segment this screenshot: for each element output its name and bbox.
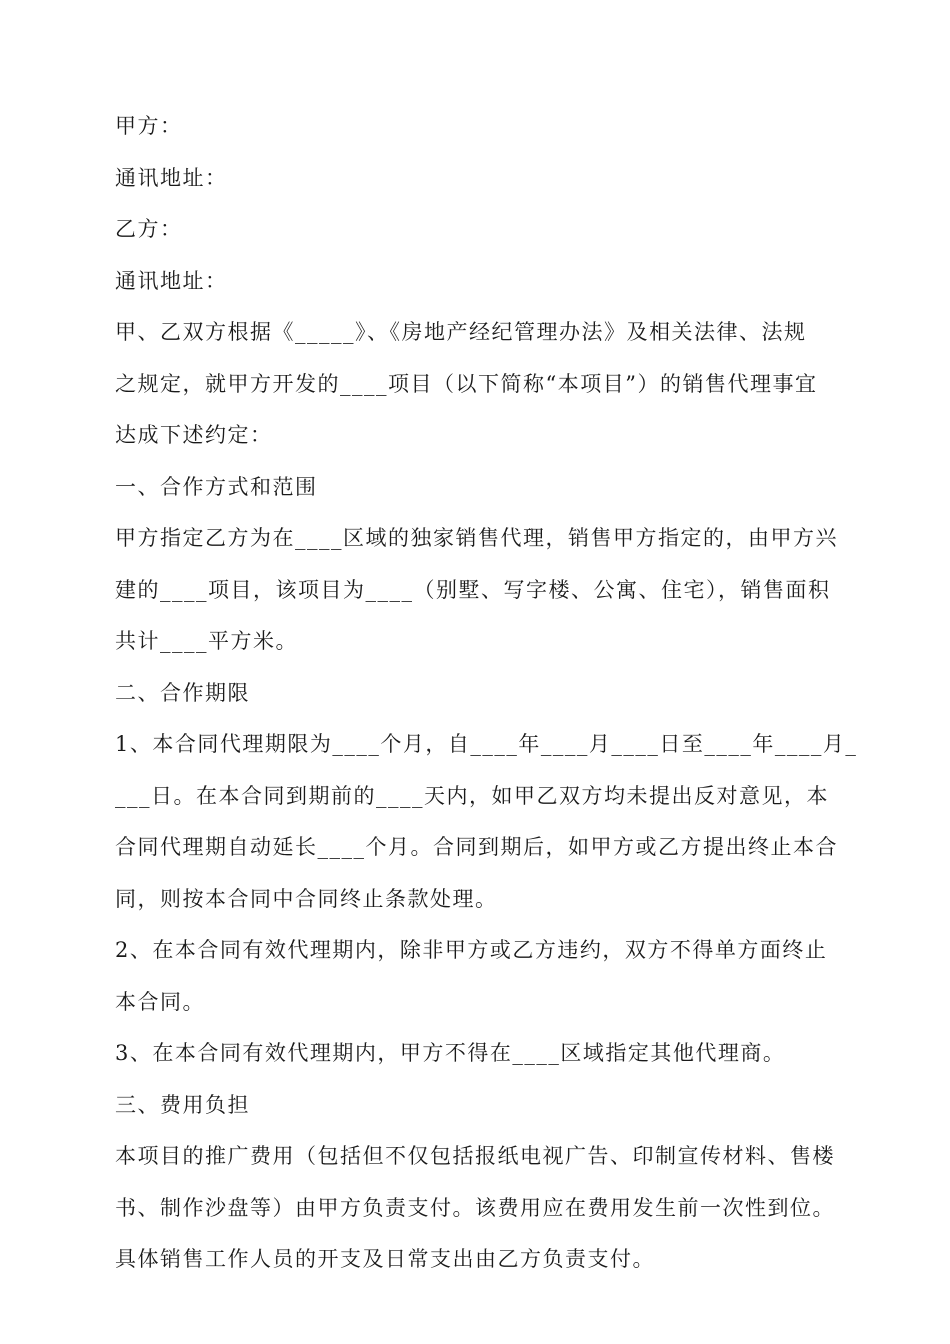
section-2-heading: 二、合作期限	[115, 680, 250, 705]
clause-2-1-line-2: ___日。在本合同到期前的____天内，如甲乙双方均未提出反对意见，本	[115, 783, 829, 808]
clause-2-1-line-1: 1、本合同代理期限为____个月，自____年____月____日至____年____月_	[115, 732, 858, 756]
section-1-line-2: 建的____项目，该项目为____（别墅、写字楼、公寓、住宅），销售面积	[115, 577, 831, 602]
section-3-line-1: 本项目的推广费用（包括但不仅包括报纸电视广告、印制宣传材料、售楼	[115, 1144, 835, 1168]
clause-2-1-line-3: 合同代理期自动延长____个月。合同到期后，如甲方或乙方提出终止本合	[115, 835, 838, 859]
section-3-heading: 三、费用负担	[115, 1092, 250, 1117]
contract-body	[115, 101, 858, 1286]
preamble-line-2: 之规定，就甲方开发的____项目（以下简称“本项目”）的销售代理事宜	[115, 371, 818, 396]
party-a-address-label: 通讯地址：	[115, 165, 228, 190]
preamble-line-1: 甲、乙双方根据《_____》、《房地产经纪管理办法》及相关法律、法规	[115, 320, 807, 344]
preamble-line-3: 达成下述约定：	[115, 423, 273, 447]
party-b-address-label: 通讯地址：	[115, 268, 228, 293]
section-1-line-3: 共计____平方米。	[115, 629, 298, 653]
section-3-line-3: 具体销售工作人员的开支及日常支出由乙方负责支付。	[115, 1247, 655, 1271]
clause-2-3-line-1: 3、在本合同有效代理期内，甲方不得在____区域指定其他代理商。	[115, 1041, 786, 1065]
clause-2-1-line-4: 同，则按本合同中合同终止条款处理。	[115, 886, 498, 911]
section-3-line-2: 书、制作沙盘等）由甲方负责支付。该费用应在费用发生前一次性到位。	[115, 1195, 835, 1220]
clause-2-2-line-2: 本合同。	[115, 989, 205, 1014]
party-b-label: 乙方：	[115, 217, 183, 241]
clause-2-2-line-1: 2、在本合同有效代理期内，除非甲方或乙方违约，双方不得单方面终止	[115, 938, 828, 962]
section-1-heading: 一、合作方式和范围	[115, 474, 318, 499]
section-1-line-1: 甲方指定乙方为在____区域的独家销售代理，销售甲方指定的，由甲方兴	[115, 526, 838, 550]
party-a-label: 甲方：	[115, 114, 183, 138]
